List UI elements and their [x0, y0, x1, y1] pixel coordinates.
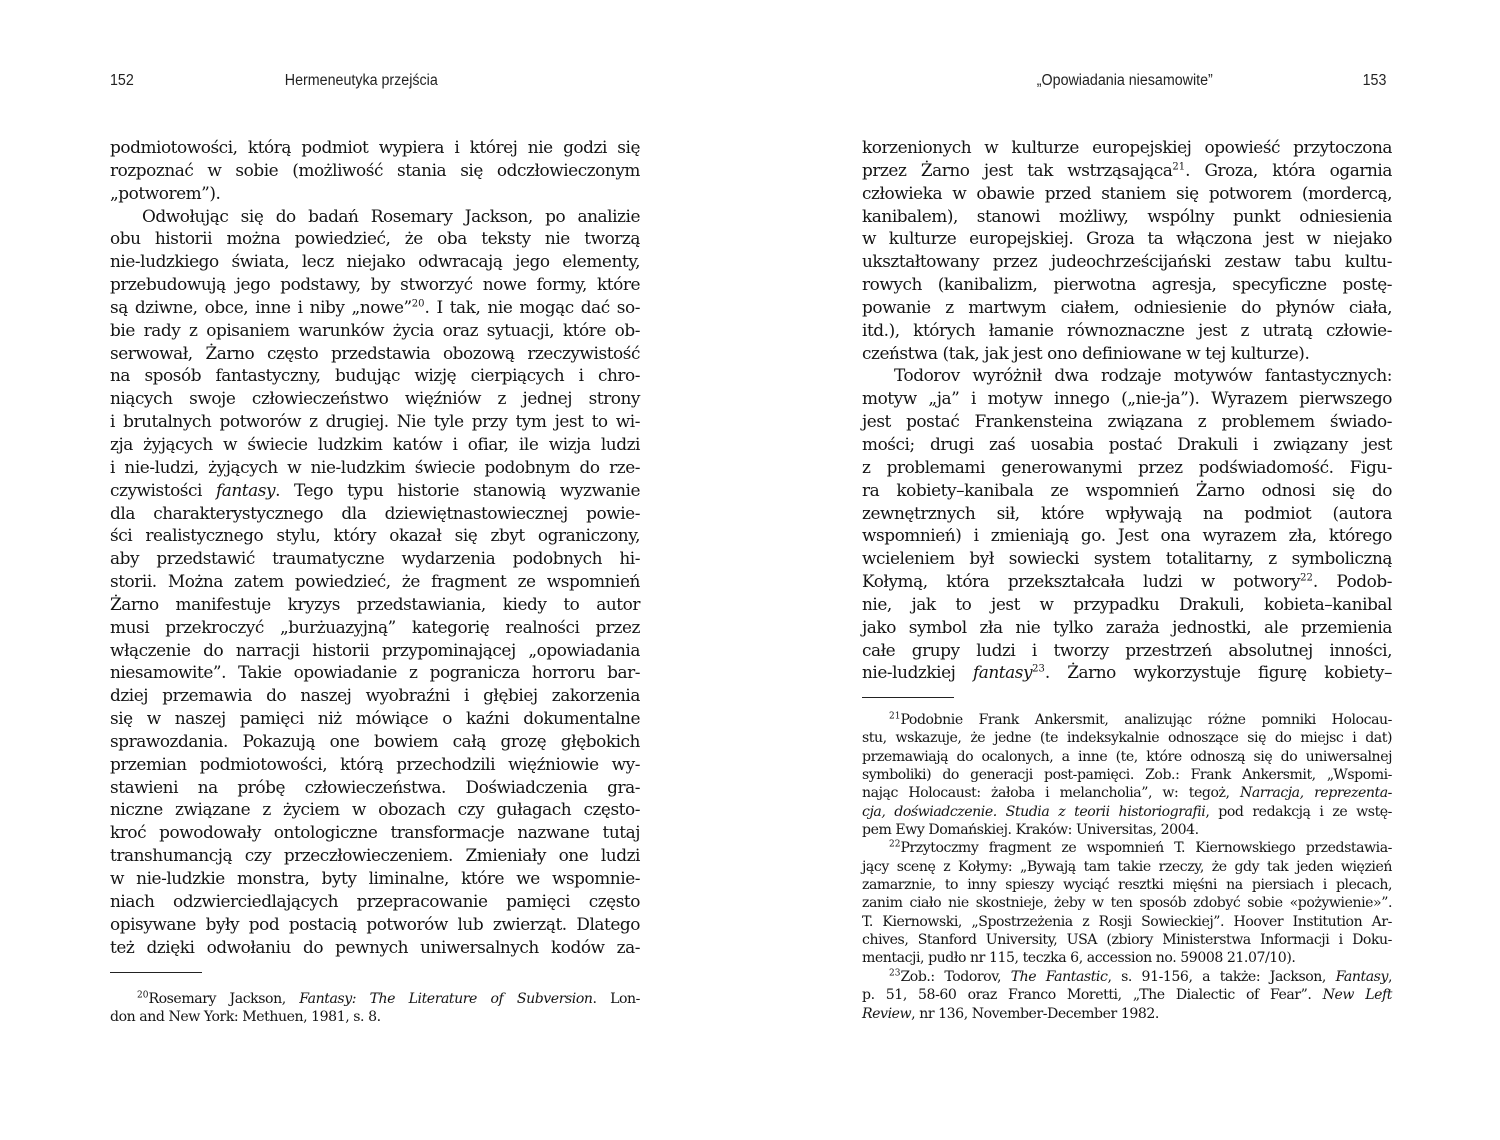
footnote-line: mentacji, pudło nr 115, teczka 6, accession no. 59008 21.07/10).	[862, 950, 1296, 967]
text-line: korzenionych w kulturze europejskiej opowieść przytoczona	[862, 137, 1392, 157]
text-line: też dzięki odwołaniu do pewnych uniwersalnych kodów za-	[110, 936, 640, 957]
text-line: kroć powodowały ontologiczne transformacje nazwane tutaj	[110, 822, 640, 843]
text-segment: , pod redakcją i ze wstę-	[1205, 803, 1392, 820]
text-segment: . Lon-	[592, 991, 640, 1007]
text-line: mości; drugi zaś uosabia postać Drakuli i związany jest	[862, 433, 1392, 454]
text-segment: ,	[1387, 968, 1393, 985]
text-line: sprawozdania. Pokazują one bowiem całą grozę głębokich	[110, 730, 640, 751]
text-segment: Podobnie Frank Ankersmit, analizując różne pomniki Holocau-	[900, 712, 1392, 728]
footnotes	[110, 990, 640, 1027]
text-segment: . Żarno wykorzystuje figurę kobiety–	[1044, 662, 1392, 683]
footnote-number: 22	[889, 839, 901, 850]
text-line: powanie z martwym ciałem, odniesienie do płynów ciała,	[862, 296, 1392, 317]
text-segment: przez Żarno jest tak wstrząsająca	[862, 159, 1173, 180]
text-segment: nie-ludzkiej	[862, 662, 973, 683]
text-line: „potworem”).	[110, 182, 221, 203]
footnote-line	[862, 968, 1392, 986]
italic-term: fantasy	[215, 479, 276, 500]
footnote-ref-22: 22	[1300, 572, 1313, 584]
footnote-line: pem Ewy Domańskiej. Kraków: Universitas, 2004.	[862, 822, 1199, 839]
text-line: się w naszej pamięci niż mówiące o kaźni dokumentalne	[110, 708, 640, 729]
text-line: na sposób fantastyczny, budując wizję cierpiących i chro-	[110, 365, 640, 386]
text-line: itd.), których łamanie równoznaczne jest z utratą człowie-	[862, 319, 1392, 340]
text-line: i nie-ludzi, żyjących w nie-ludzkim świecie podobnym do rze-	[110, 456, 640, 477]
text-line: obu historii można powiedzieć, że oba teksty nie tworzą	[110, 228, 640, 249]
text-line: opisywane były pod postacią potworów lub zwierząt. Dlatego	[110, 913, 640, 934]
text-line: całe grupy ludzi i tworzy przestrzeń absolutnej inności,	[862, 639, 1392, 660]
footnote-rule	[862, 697, 954, 698]
text-line: zja żyjących w świecie ludzkim katów i ofiar, ile wizja ludzi	[110, 433, 640, 454]
text-segment: Przytoczmy fragment ze wspomnień T. Kiernowskiego przedstawia-	[900, 840, 1392, 857]
footnote-line: symboliki) do generacji post-pamięci. Zob.: Frank Ankersmit, „Wspomi-	[862, 767, 1392, 784]
text-line: niesamowite”. Takie opowiadanie z pogranicza horroru bar-	[110, 662, 640, 683]
text-line	[862, 661, 1392, 684]
text-line: Todorov wyróżnił dwa rodzaje motywów fantastycznych:	[894, 365, 1392, 386]
text-line: musi przekroczyć „burżuazyjną” kategorię realności przez	[110, 616, 640, 637]
footnote-line: don and New York: Methuen, 1981, s. 8.	[110, 1009, 381, 1026]
footnote-line: zanim ciało nie skostnieje, żeby w ten sposób zdobyć sobie «pożywienie»”.	[862, 895, 1392, 912]
text-line: w kulturze europejskiej. Groza ta włączona jest w niejako	[862, 228, 1392, 249]
text-line: bie rady z opisaniem warunków życia oraz sytuacji, które ob-	[110, 319, 640, 340]
text-segment: . Tego typu historie stanowią wyzwanie	[275, 479, 640, 500]
italic-title: Review	[862, 1005, 912, 1022]
footnote-line	[862, 986, 1392, 1004]
italic-title: cja, doświadczenie. Studia z teorii historiografii	[862, 803, 1206, 820]
footnote-line: T. Kiernowski, „Spostrzeżenia z Rosji Sowieckiej”. Hoover Institution Ar-	[862, 913, 1392, 930]
footnote-line: chives, Stanford University, USA (zbiory Ministerstwa Informacji i Doku-	[862, 932, 1392, 949]
text-line: nie-ludzkiego świata, lecz niejako odwracają jego elementy,	[110, 251, 640, 272]
text-line: niach odzwierciedlających przepracowanie pamięci często	[110, 890, 640, 911]
text-line: ukształtowany przez judeochrześcijański zestaw tabu kultu-	[862, 251, 1392, 272]
text-line: storii. Można zatem powiedzieć, że fragment ze wspomnień	[110, 571, 640, 592]
text-line: Odwołując się do badań Rosemary Jackson, po analizie	[142, 205, 640, 226]
italic-title: Narracja, reprezenta-	[1239, 785, 1392, 802]
text-segment: nając Holocaust: żałoba i melancholia”, w: tegoż,	[862, 785, 1240, 802]
footnote-ref-21: 21	[1172, 161, 1186, 173]
text-line: ści realistycznego stylu, który okazał się zbyt ograniczony,	[110, 525, 640, 546]
text-segment: Zob.: Todorov,	[900, 968, 1011, 985]
footnote-line: stu, wskazuje, że jedne (te indeksykalnie odnoszące się do miejsc i dat)	[862, 730, 1392, 747]
page-number: 153	[1362, 72, 1387, 89]
text-line: stawieni na próbę człowieczeństwa. Doświadczenia gra-	[110, 776, 640, 797]
text-segment: czywistości	[110, 479, 216, 500]
text-segment: . Groza, która ogarnia	[1185, 159, 1392, 180]
page-number: 152	[110, 72, 134, 89]
text-line	[862, 159, 1392, 182]
text-line: serwował, Żarno często przedstawia obozową rzeczywistość	[110, 342, 640, 363]
footnotes	[862, 711, 1392, 1023]
footnote-line: jący scenę z Kołymy: „Bywają tam takie rzeczy, że gdy tak jeden więzień	[862, 858, 1392, 875]
italic-term: fantasy	[972, 662, 1033, 683]
footnote-ref-23: 23	[1032, 663, 1045, 675]
text-line: dla charakterystycznego dla dziewiętnastowiecznej powie-	[110, 502, 640, 523]
text-line: przebudowują jego podstawy, by stworzyć nowe formy, które	[110, 274, 640, 295]
running-head	[862, 72, 1387, 94]
text-line: niczne związane z życiem w obozach czy gułagach często-	[110, 799, 640, 820]
text-line: włączenie do narracji historii przypominającej „opowiadania	[110, 639, 640, 660]
text-line: przemian podmiotowości, którą przechodzili więźniowie wy-	[110, 753, 640, 774]
body-text	[110, 136, 640, 958]
footnote-line	[862, 784, 1392, 802]
text-line: w nie-ludzkie monstra, byty liminalne, które we wspomnie-	[110, 868, 640, 888]
italic-title: Fantasy: The Literature of Subversion	[299, 991, 593, 1007]
text-line: transhumancją czy przeczłowieczeniem. Zmieniały one ludzi	[110, 845, 640, 866]
text-line: Żarno manifestuje kryzys przedstawiania, kiedy to autor	[110, 593, 640, 614]
text-line: jako symbol zła nie tylko zaraża jednostki, ale przemienia	[862, 616, 1392, 637]
text-line	[110, 479, 640, 502]
text-line: kanibalem), stanowi możliwy, wspólny punkt odniesienia	[862, 205, 1392, 226]
italic-title: Fantasy	[1335, 968, 1388, 985]
text-segment: . Podob-	[1312, 571, 1392, 592]
text-line: z problemami generowanymi przez podświadomość. Figu-	[862, 456, 1392, 477]
text-segment: . I tak, nie mogąc dać so-	[424, 296, 640, 317]
running-title: Hermeneutyka przejścia	[284, 72, 438, 89]
text-line: i brutalnych potworów z drugiej. Nie tyle przy tym jest to wi-	[110, 411, 640, 432]
footnote-line: przemawiają do ocalonych, a inne (te, które odnoszą się do uniwersalnej	[862, 748, 1392, 765]
italic-title: New Left	[1322, 987, 1392, 1004]
text-line	[110, 296, 640, 319]
text-segment: Kołymą, która przekształcała ludzi w potwory	[862, 571, 1301, 592]
text-line: wcieleniem był sowiecki system totalitarny, z symboliczną	[862, 548, 1392, 569]
footnote-number: 20	[137, 990, 149, 1001]
text-line: człowieka w obawie przed staniem się potworem (mordercą,	[862, 182, 1392, 203]
running-title: „Opowiadania niesamowite”	[1036, 72, 1213, 89]
running-head	[110, 72, 598, 94]
footnote-ref-20: 20	[411, 298, 425, 310]
text-line: podmiotowości, którą podmiot wypiera i której nie godzi się	[110, 137, 640, 157]
text-line: jest postać Frankensteina związana z problemem świado-	[862, 411, 1392, 432]
footnote-line: zamarznie, to inny spieszy wyciąć resztki mięśni na piersiach i plecach,	[862, 877, 1392, 894]
footnote-number: 21	[889, 711, 901, 722]
text-line: dziej przemawia do naszej wyobraźni i głębiej zakorzenia	[110, 685, 640, 706]
text-line: rowych (kanibalizm, pierwotna agresja, specyficzne postę-	[862, 274, 1392, 295]
text-line: zewnętrznych sił, które wpływają na podmiot (autora	[862, 502, 1392, 523]
footnote-line	[862, 1005, 1392, 1023]
footnote-line	[110, 990, 640, 1008]
text-line: ra kobiety–kanibala ze wspomnień Żarno odnosi się do	[862, 479, 1392, 500]
text-segment: , nr 136, November-December 1982.	[911, 1005, 1159, 1022]
text-segment: Rosemary Jackson,	[148, 991, 300, 1007]
text-line: aby przedstawić traumatyczne wydarzenia podobnych hi-	[110, 548, 640, 569]
text-line: motyw „ja” i motyw innego („nie-ja”). Wyrazem pierwszego	[862, 388, 1392, 409]
text-line: wspomnień) i zmieniają go. Jest ona wyrazem zła, którego	[862, 525, 1392, 546]
italic-title: The Fantastic	[1010, 968, 1108, 985]
body-text	[862, 136, 1392, 684]
text-segment: , s. 91-156, a także: Jackson,	[1107, 968, 1336, 985]
footnote-line	[862, 839, 1392, 857]
text-segment: p. 51, 58-60 oraz Franco Moretti, „The Dialectic of Fear”.	[862, 987, 1323, 1004]
text-line: nie, jak to jest w przypadku Drakuli, kobieta–kanibal	[862, 593, 1392, 614]
text-segment: są dziwne, obce, inne i niby „nowe”	[110, 296, 412, 317]
footnote-number: 23	[889, 968, 901, 979]
footnote-rule	[110, 972, 202, 973]
text-line	[862, 570, 1392, 593]
text-line: rozpoznać w sobie (możliwość stania się odczłowieczonym	[110, 159, 640, 180]
footnote-line	[862, 711, 1392, 729]
text-line: niących swoje człowieczeństwo więźniów z jednej strony	[110, 388, 640, 409]
footnote-line	[862, 803, 1392, 821]
text-line: czeństwa (tak, jak jest ono definiowane w tej kulturze).	[862, 342, 1310, 363]
